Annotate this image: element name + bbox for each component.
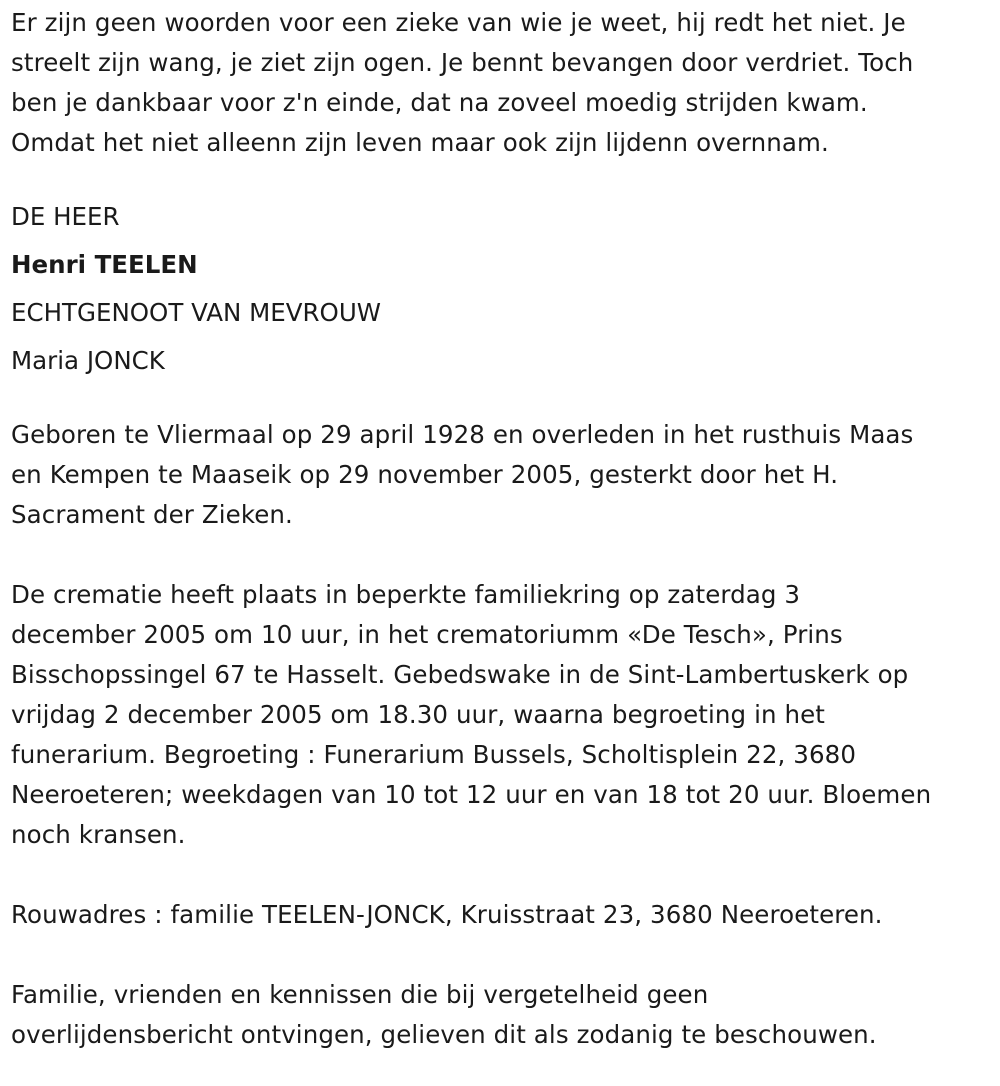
ceremony-paragraph: De crematie heeft plaats in beperkte familiekring op zaterdag 3 december 2005 om 10 uur, in het crematoriumm «De Tesch», Prins Bisschopssingel 67 te Hasselt. Gebedswake in de Sint-Lambertuskerk op vrijdag 2 december 2005 om 18.30 uur, waarna begroeting in het funerarium. Begroeting : Funerarium Bussels, Scholtisplein 22, 3680 Neeroeteren; weekdagen van 10 tot 12 uur en van 18 tot 20 uur. Bloemen noch kransen. xyxy=(11,580,932,849)
spacer xyxy=(11,935,990,975)
spacer xyxy=(11,163,990,193)
honorific: DE HEER xyxy=(11,202,120,231)
poem-text: Er zijn geen woorden voor een zieke van wie je weet, hij redt het niet. Je streelt zijn wang, je ziet zijn ogen. Je bennt bevangen door verdriet. Toch ben je dankbaar voor z'n einde, dat na zoveel moedig strijden kwam. Omdat het niet alleenn zijn leven maar ook zijn lijdenn overnnam. xyxy=(11,8,914,157)
spouse-title: ECHTGENOOT VAN MEVROUW xyxy=(11,298,382,327)
address-paragraph: Rouwadres : familie TEELEN-JONCK, Kruisstraat 23, 3680 Neeroeteren. xyxy=(11,900,883,929)
spouse-name: Maria JONCK xyxy=(11,346,165,375)
spacer xyxy=(11,855,990,895)
spacer xyxy=(11,385,990,415)
birth-death-paragraph: Geboren te Vliermaal op 29 april 1928 en overleden in het rusthuis Maas en Kempen te Maaseik op 29 november 2005, gesterkt door het H. Sacrament der Zieken. xyxy=(11,420,914,529)
closing-paragraph: Familie, vrienden en kennissen die bij vergetelheid geen overlijdensbericht ontvingen, gelieven dit als zodanig te beschouwen. xyxy=(11,980,877,1049)
deceased-name: Henri TEELEN xyxy=(11,250,198,279)
spacer xyxy=(11,535,990,575)
